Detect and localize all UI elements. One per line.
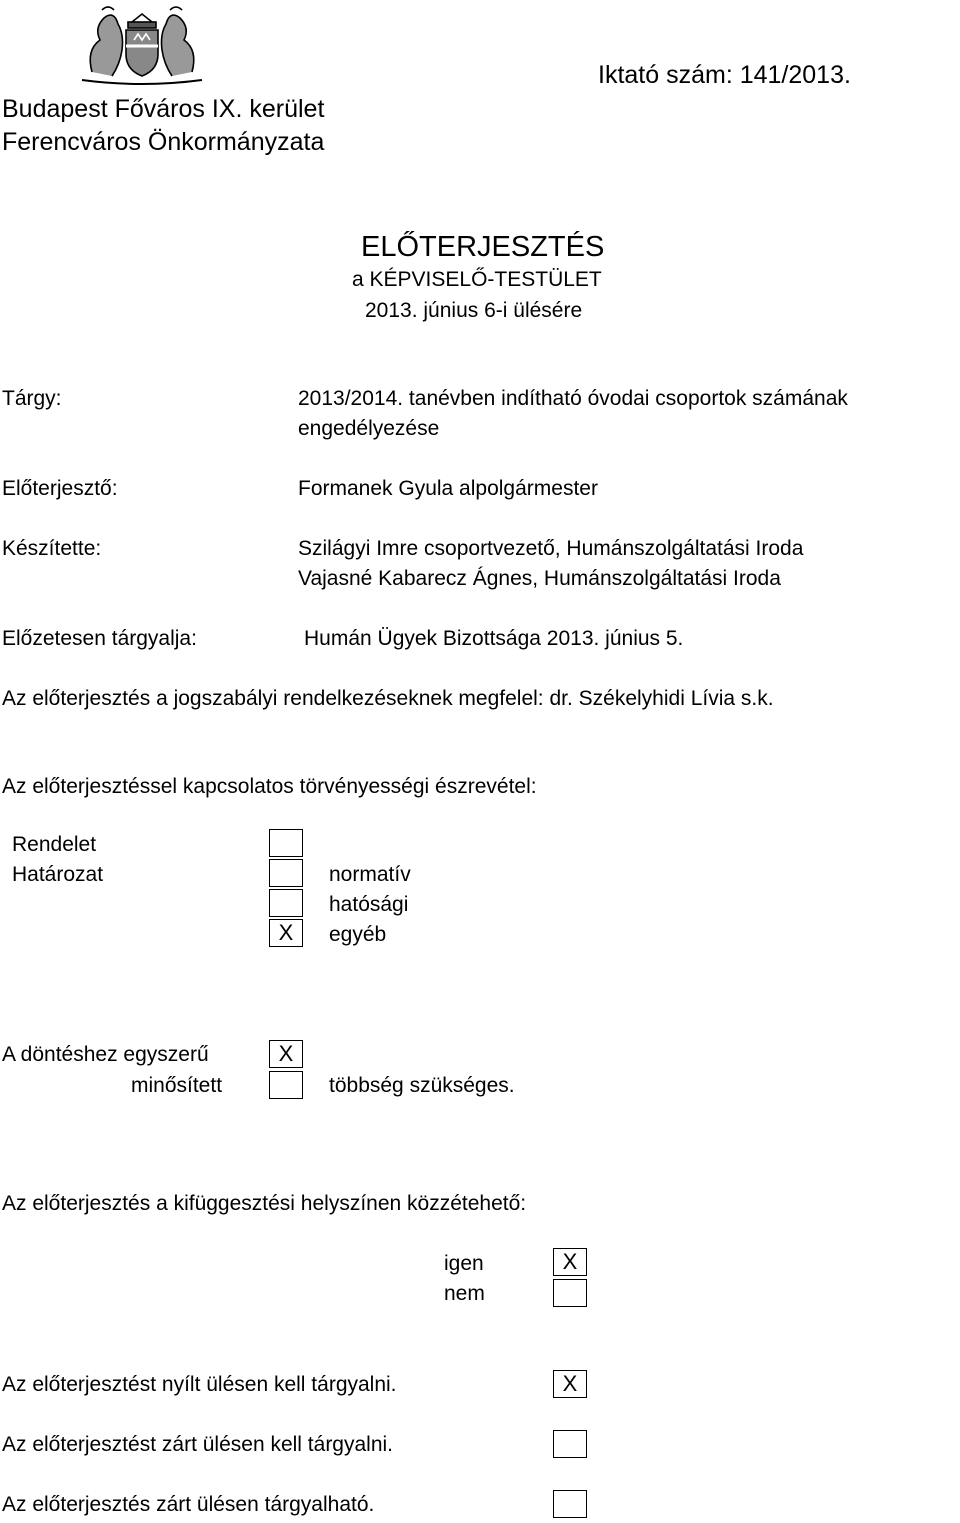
- majority-suffix: többség szükséges.: [329, 1074, 515, 1097]
- review-value: Humán Ügyek Bizottsága 2013. június 5.: [304, 627, 684, 650]
- publish-no-checkbox[interactable]: [553, 1279, 587, 1307]
- review-label: Előzetesen tárgyalja:: [2, 627, 197, 650]
- decision-rendelet-label: Rendelet: [12, 833, 97, 856]
- prepared-label: Készítette:: [2, 537, 102, 560]
- document-title: ELŐTERJESZTÉS: [361, 231, 605, 263]
- decision-hatosagi-checkbox[interactable]: [269, 889, 303, 917]
- document-subtitle: a KÉPVISELŐ-TESTÜLET: [352, 268, 602, 291]
- presenter-value: Formanek Gyula alpolgármester: [298, 477, 598, 500]
- decision-egyeb-checkbox[interactable]: X: [269, 919, 303, 947]
- decision-rendelet-checkbox[interactable]: [269, 829, 303, 857]
- majority-qualified-checkbox[interactable]: [269, 1071, 303, 1099]
- prepared-line2: Vajasné Kabarecz Ágnes, Humánszolgáltatási Iroda: [298, 567, 781, 590]
- subject-line2: engedélyezése: [298, 417, 440, 440]
- registration-number: Iktató szám: 141/2013.: [598, 61, 851, 89]
- subject-line1: 2013/2014. tanévben indítható óvodai csoportok számának: [298, 387, 848, 410]
- legality-comment-label: Az előterjesztéssel kapcsolatos törvényességi észrevétel:: [2, 775, 537, 798]
- decision-normativ-label: normatív: [329, 863, 411, 886]
- majority-simple-checkbox[interactable]: X: [269, 1040, 303, 1068]
- decision-hatosagi-label: hatósági: [329, 893, 409, 916]
- decision-egyeb-label: egyéb: [329, 923, 387, 946]
- subject-label: Tárgy:: [2, 387, 62, 410]
- legal-statement: Az előterjesztés a jogszabályi rendelkezéseknek megfelel: dr. Székelyhidi Lívia s.k.: [2, 687, 774, 710]
- org-name-line1: Budapest Főváros IX. kerület: [2, 95, 325, 123]
- session-closed-label: Az előterjesztést zárt ülésen kell tárgyalni.: [2, 1433, 394, 1456]
- session-closed-possible-label: Az előterjesztés zárt ülésen tárgyalható.: [2, 1493, 375, 1516]
- publish-yes-checkbox[interactable]: X: [553, 1248, 587, 1276]
- session-closed-possible-checkbox[interactable]: [553, 1490, 587, 1518]
- session-open-label: Az előterjesztést nyílt ülésen kell tárgyalni.: [2, 1373, 397, 1396]
- decision-hatarozat-label: Határozat: [12, 863, 104, 886]
- presenter-label: Előterjesztő:: [2, 477, 118, 500]
- coat-of-arms-icon: [72, 0, 212, 86]
- publish-question: Az előterjesztés a kifüggesztési helyszínen közzétehető:: [2, 1192, 527, 1215]
- publish-yes-label: igen: [444, 1252, 484, 1275]
- org-name-line2: Ferencváros Önkormányzata: [2, 128, 325, 156]
- prepared-line1: Szilágyi Imre csoportvezető, Humánszolgáltatási Iroda: [298, 537, 804, 560]
- publish-no-label: nem: [444, 1282, 485, 1305]
- session-open-checkbox[interactable]: X: [553, 1370, 587, 1398]
- session-date: 2013. június 6-i ülésére: [365, 299, 583, 322]
- decision-normativ-checkbox[interactable]: [269, 859, 303, 887]
- majority-simple-label: A döntéshez egyszerű: [2, 1043, 209, 1066]
- session-closed-checkbox[interactable]: [553, 1430, 587, 1458]
- majority-qualified-label: minősített: [131, 1074, 223, 1097]
